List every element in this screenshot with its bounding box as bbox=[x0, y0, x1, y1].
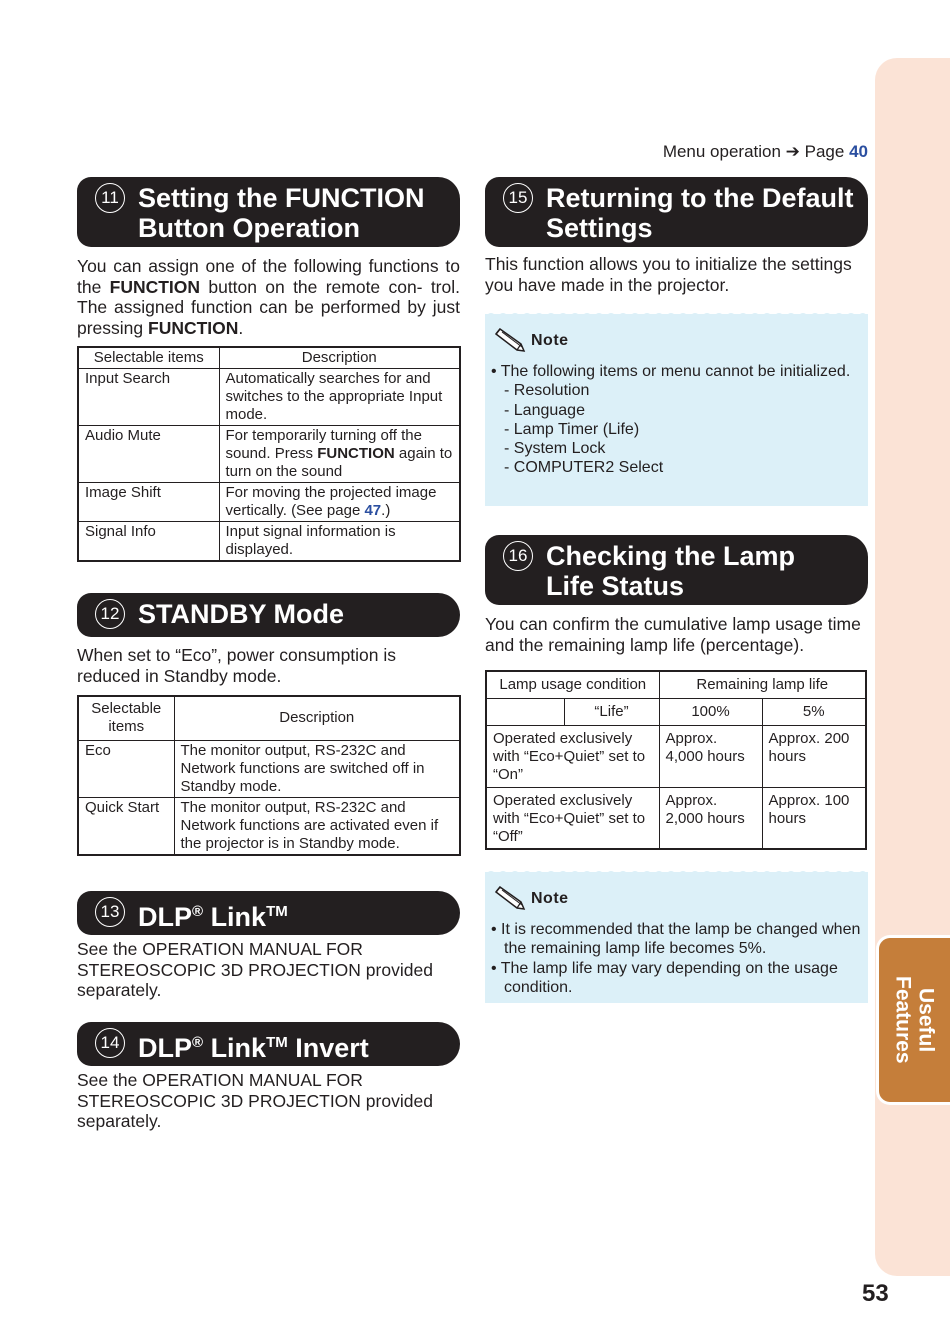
section-16-heading bbox=[485, 535, 868, 605]
page-number: 53 bbox=[862, 1280, 889, 1307]
note-bullet: • It is recommended that the lamp be changed when the remaining lamp life becomes 5%. bbox=[491, 921, 861, 958]
table-header: Description bbox=[174, 696, 460, 740]
table-row: Operated exclusively with “Eco+Quiet” set to “Off” Approx. 2,000 hours Approx. 100 hours bbox=[486, 787, 866, 849]
standby-table bbox=[77, 695, 461, 856]
menu-page-link[interactable]: 40 bbox=[849, 142, 868, 161]
side-tab-label: Useful Features bbox=[891, 976, 938, 1064]
table-row: Input Search Automatically searches for and switches to the appropriate Input mode. bbox=[78, 369, 460, 426]
section-title: STANDBY Mode bbox=[138, 599, 345, 629]
section-title: DLP® Link™ bbox=[138, 902, 288, 932]
table-row: Eco The monitor output, RS-232C and Network functions are switched off in Standby mode. bbox=[78, 740, 460, 797]
note-header bbox=[493, 886, 569, 912]
useful-features-tab[interactable] bbox=[876, 935, 950, 1105]
section-13-text: See the OPERATION MANUAL FOR STEREOSCOPIC 3D PROJECTION provided separately. bbox=[77, 939, 433, 1000]
note-label: Note bbox=[531, 332, 569, 350]
table-header: Description bbox=[219, 347, 460, 369]
section-title: Returning to the Default Settings bbox=[546, 183, 854, 243]
section-13-heading bbox=[77, 891, 460, 935]
note-sub-item: - Language bbox=[504, 401, 585, 419]
note-sub-item: - Lamp Timer (Life) bbox=[504, 420, 640, 438]
note-bullet: • The lamp life may vary depending on the usage condition. bbox=[491, 959, 838, 996]
section-16-text: You can confirm the cumulative lamp usage time and the remaining lamp life (percentage). bbox=[485, 614, 861, 655]
pencil-icon bbox=[493, 886, 529, 912]
table-row: Audio Mute For temporarily turning off the sound. Press FUNCTION again to turn on the sound bbox=[78, 426, 460, 483]
table-header: Selectable items bbox=[78, 696, 174, 740]
note-box-lamp bbox=[485, 872, 868, 1003]
table-row: Operated exclusively with “Eco+Quiet” set to “On” Approx. 4,000 hours Approx. 200 hours bbox=[486, 725, 866, 787]
section-11-heading bbox=[77, 177, 460, 247]
section-15-text: This function allows you to initialize the settings you have made in the projector. bbox=[485, 254, 852, 295]
note-label: Note bbox=[531, 890, 569, 908]
table-header: Selectable items bbox=[78, 347, 219, 369]
note-sub-item: - COMPUTER2 Select bbox=[504, 459, 664, 477]
table-row: Image Shift For moving the projected image vertically. (See page 47.) bbox=[78, 483, 460, 522]
section-number: 14 bbox=[95, 1028, 125, 1058]
section-number: 13 bbox=[95, 897, 125, 927]
scallop-edge bbox=[485, 309, 868, 317]
section-12-heading bbox=[77, 593, 460, 637]
note-bullet: • The following items or menu cannot be initialized. bbox=[491, 363, 851, 380]
table-header: Lamp usage condition bbox=[486, 671, 659, 698]
table-header: “Life” bbox=[564, 698, 659, 725]
note-sub-item: - Resolution bbox=[504, 382, 590, 400]
note-sub-item: - System Lock bbox=[504, 440, 606, 458]
scallop-edge bbox=[485, 867, 868, 875]
function-table bbox=[77, 346, 461, 562]
section-number: 16 bbox=[503, 541, 533, 571]
table-row: Signal Info Input signal information is displayed. bbox=[78, 522, 460, 562]
section-11-text: You can assign one of the following functions to the FUNCTION button on the remote con- trol. The assigned function can be performed by just pressing FUNCTION. bbox=[77, 256, 460, 338]
section-number: 11 bbox=[95, 183, 125, 213]
table-header: Remaining lamp life bbox=[659, 671, 866, 698]
page-link[interactable]: 47 bbox=[364, 502, 382, 519]
section-15-heading bbox=[485, 177, 868, 247]
pencil-icon bbox=[493, 328, 529, 354]
menu-operation-ref bbox=[663, 142, 868, 162]
table-header: 100% bbox=[659, 698, 762, 725]
note-header bbox=[493, 328, 569, 354]
section-title: Checking the Lamp Life Status bbox=[546, 541, 796, 601]
lamp-life-table bbox=[485, 670, 867, 850]
section-number: 12 bbox=[95, 599, 125, 629]
section-number: 15 bbox=[503, 183, 533, 213]
table-row: Quick Start The monitor output, RS-232C and Network functions are activated even if the projector is in Standby mode. bbox=[78, 797, 460, 855]
section-14-heading bbox=[77, 1022, 460, 1066]
section-title: Setting the FUNCTION Button Operation bbox=[138, 183, 425, 243]
note-box-reset bbox=[485, 314, 868, 506]
menu-operation-text: Menu operation ➔ Page bbox=[662, 142, 850, 161]
section-12-text: When set to “Eco”, power consumption is reduced in Standby mode. bbox=[77, 645, 397, 686]
section-14-text: See the OPERATION MANUAL FOR STEREOSCOPIC 3D PROJECTION provided separately. bbox=[77, 1070, 433, 1131]
section-title: DLP® Link™ Invert bbox=[138, 1033, 369, 1063]
table-header: 5% bbox=[762, 698, 866, 725]
